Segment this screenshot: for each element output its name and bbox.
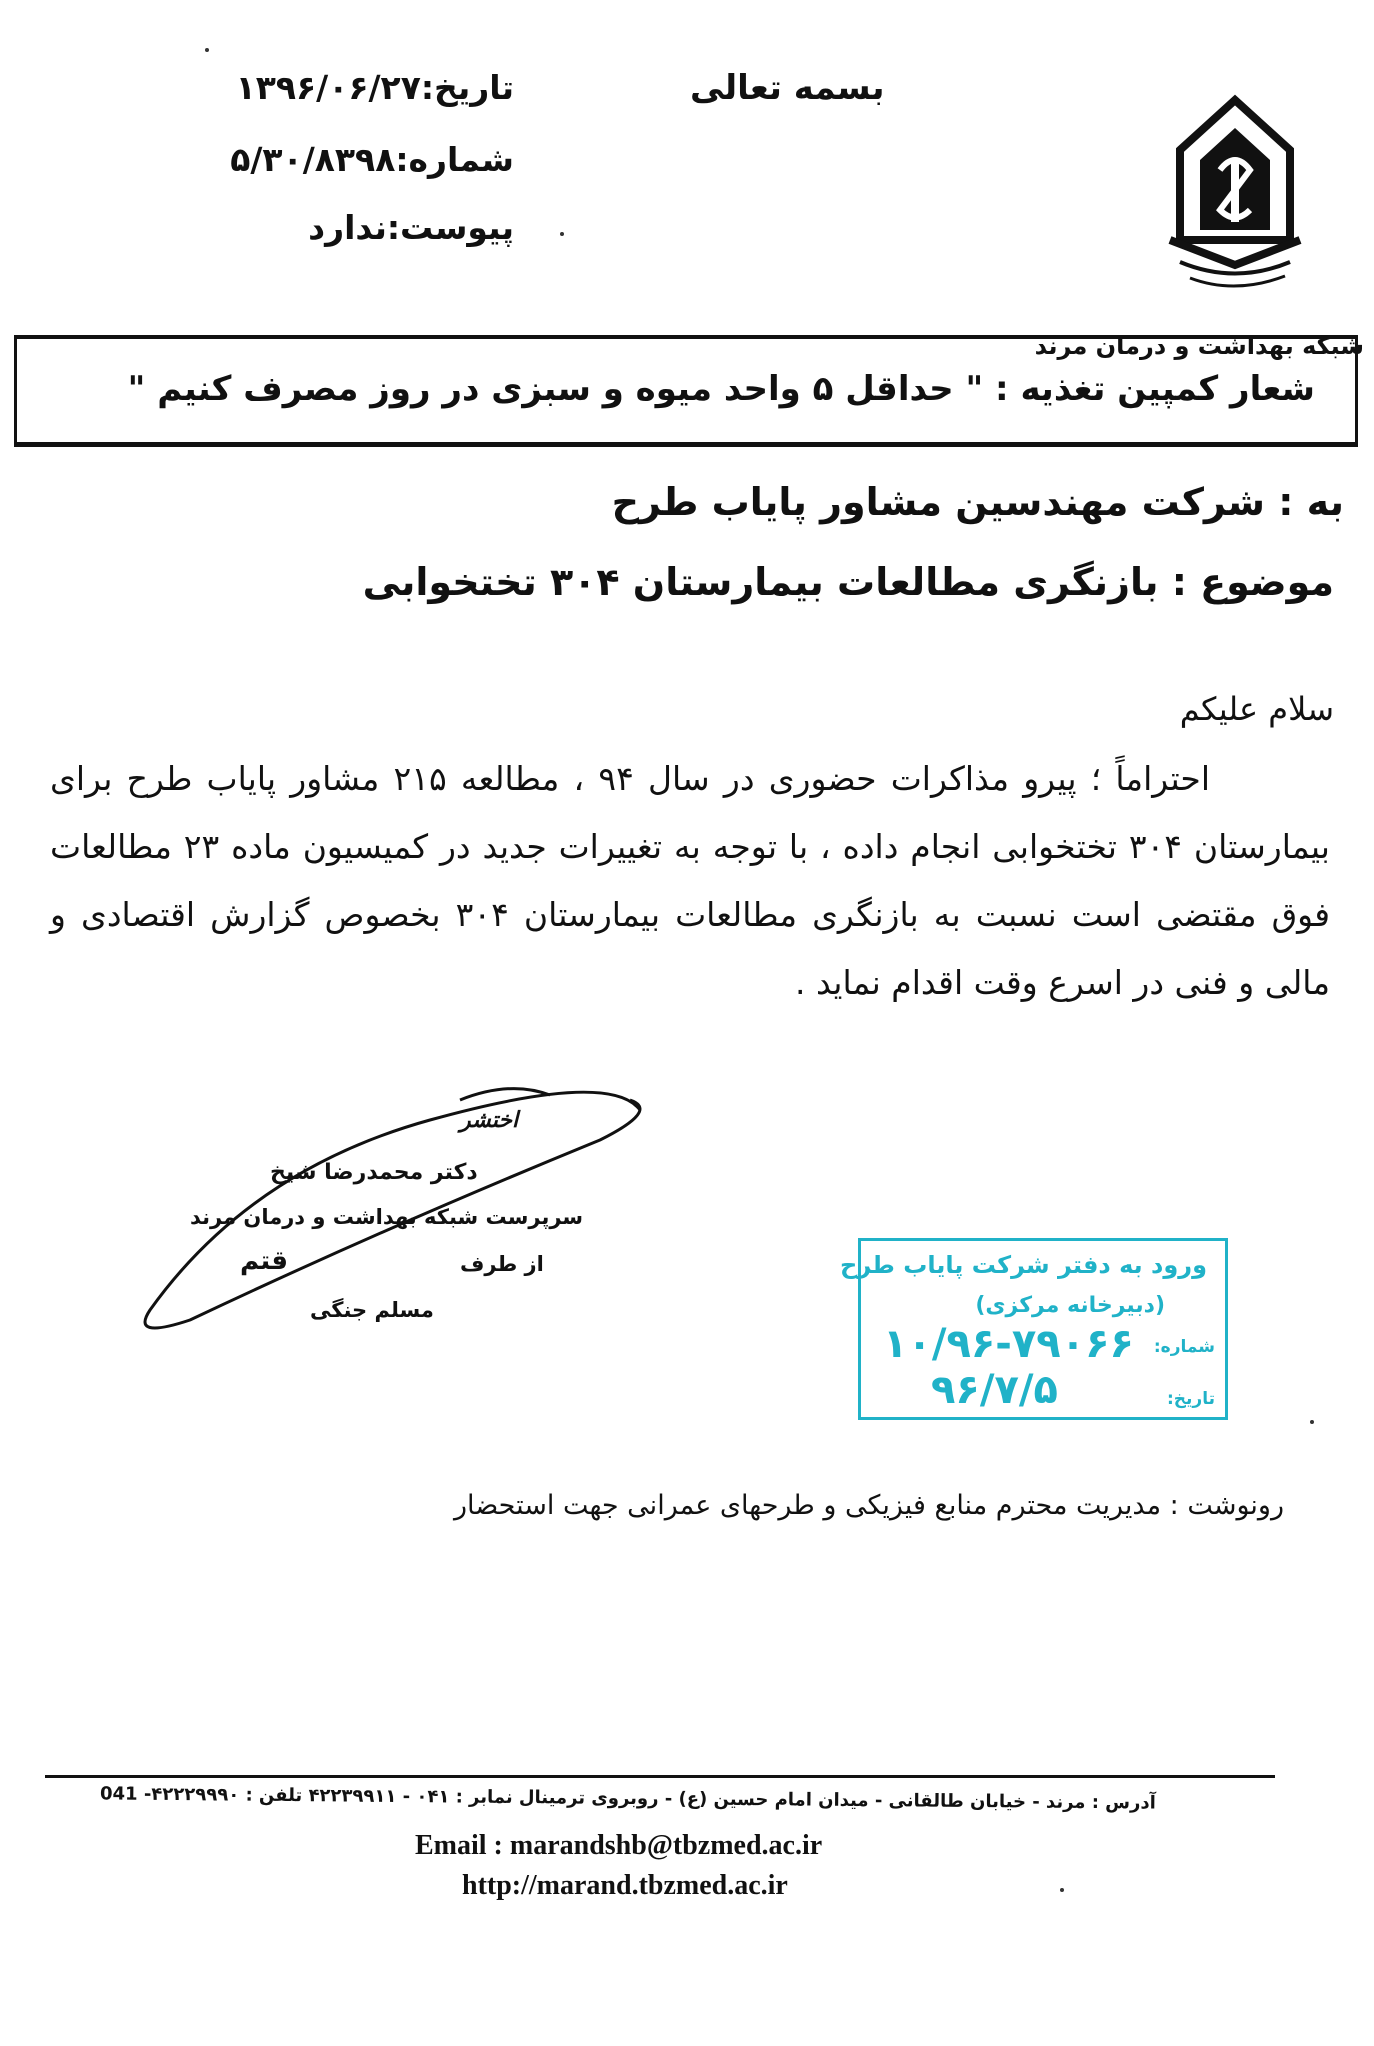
- basmala: بسمه تعالی: [690, 68, 885, 108]
- signer-name: مسلم جنگی: [310, 1298, 434, 1322]
- slogan-box: [14, 335, 1358, 447]
- letter-attachment: پیوست:ندارد: [308, 208, 514, 247]
- subject-line: موضوع : بازنگری مطالعات بیمارستان ۳۰۴ تختخوابی: [362, 560, 1334, 604]
- on-behalf-label: از طرف: [460, 1252, 544, 1276]
- university-emblem-icon: [1160, 90, 1310, 300]
- scan-speck: [1310, 1420, 1314, 1424]
- signature-title: اختشر: [460, 1108, 519, 1133]
- stamp-subtitle: (دبیرخانه مرکزی): [975, 1293, 1165, 1318]
- signatory-name: دکتر محمدرضا شیخ: [270, 1160, 478, 1185]
- stamp-title: ورود به دفتر شرکت پایاب طرح: [840, 1251, 1207, 1279]
- campaign-slogan: شعار کمپین تغذیه : " حداقل ۵ واحد میوه و سبزی در روز مصرف کنیم ": [127, 369, 1315, 409]
- letter-body: [50, 745, 1330, 1017]
- footer-divider: [45, 1775, 1275, 1778]
- letter-date: تاریخ:۱۳۹۶/۰۶/۲۷: [235, 68, 514, 107]
- recipient-line: به : شرکت مهندسین مشاور پایاب طرح: [611, 480, 1344, 524]
- organization-name: شبکه بهداشت و درمان مرند: [1034, 332, 1364, 360]
- signatory-position: سرپرست شبکه بهداشت و درمان مرند: [190, 1205, 584, 1229]
- receipt-stamp: [840, 1238, 1228, 1420]
- greeting: سلام علیکم: [1179, 690, 1334, 728]
- scan-speck: [1060, 1888, 1064, 1892]
- stamp-number-label: شماره:: [1153, 1337, 1215, 1357]
- stamp-number: ۱۰/۹۶-۷۹۰۶۶: [883, 1321, 1134, 1367]
- body-paragraph: احتراماً ؛ پیرو مذاکرات حضوری در سال ۹۴ ، مطالعه ۲۱۵ مشاور پایاب طرح برای بیمارستان ۳۰۴ تختخوابی انجام داده ، با توجه به تغییرات جدید در کمیسیون ماده ۲۳ مطالعات فوق مقتضی است نسبت به بازنگری مطالعات بیمارستان ۳۰۴ بخصوص گزارش اقتصادی و مالی و فنی در اسرع وقت اقدام نماید .: [50, 759, 1330, 1002]
- stamp-date-label: تاریخ:: [1167, 1389, 1215, 1409]
- scan-speck: [205, 48, 209, 52]
- footer-website: http://marand.tbzmed.ac.ir: [462, 1870, 788, 1901]
- footer-address: آدرس : مرند - خیابان طالقانی - میدان امام حسین (ع) - روبروی ترمینال نمابر : ۰۴۱ - ۴۲۲۳۹۹۱۱ تلفن : ۴۲۲۲۹۹۹۰- 041: [99, 1783, 1156, 1814]
- footer-email: Email : marandshb@tbzmed.ac.ir: [415, 1830, 823, 1861]
- signature-mark: قتم: [240, 1246, 289, 1276]
- scan-speck: [560, 232, 564, 236]
- carbon-copy-line: رونوشت : مدیریت محترم منابع فیزیکی و طرحهای عمرانی جهت استحضار: [453, 1490, 1284, 1521]
- letter-number: شماره:۵/۳۰/۸۳۹۸: [230, 140, 514, 179]
- stamp-date: ۹۶/۷/۵: [931, 1367, 1058, 1413]
